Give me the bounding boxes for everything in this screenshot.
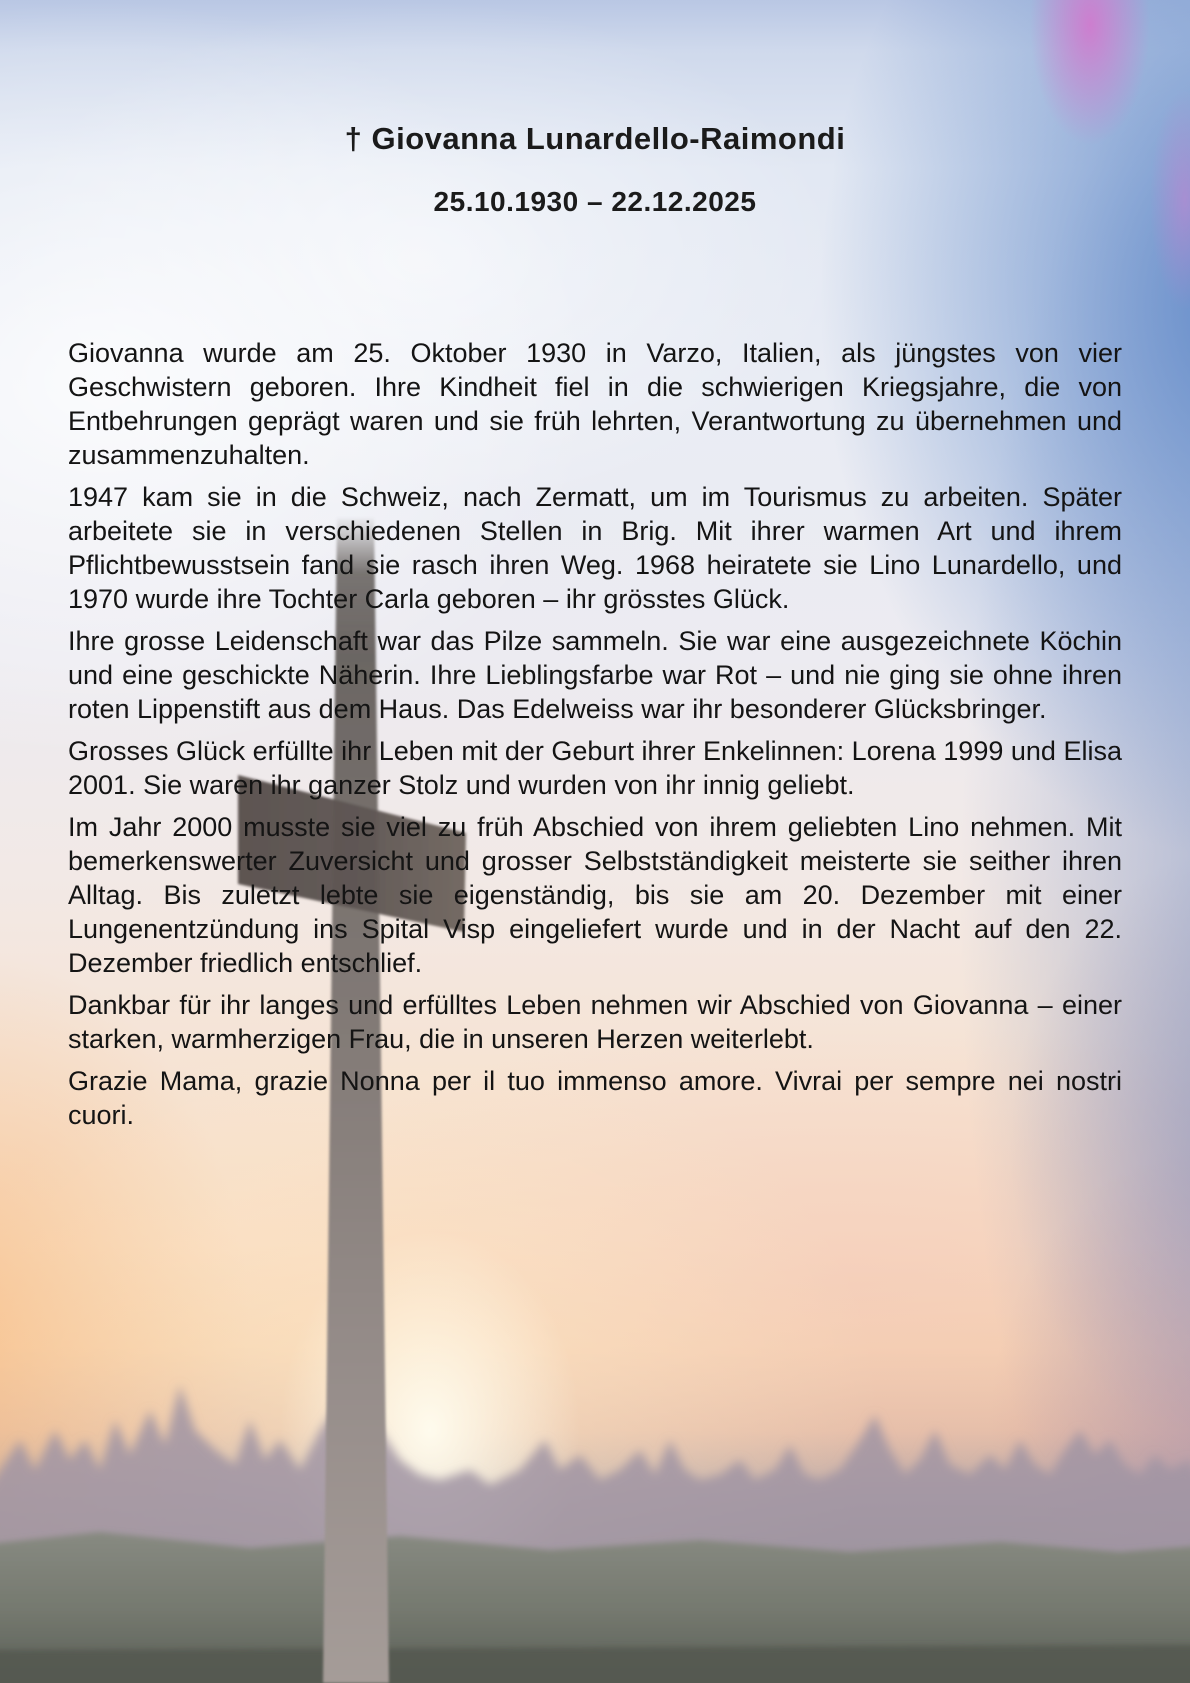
obituary-paragraph: Giovanna wurde am 25. Oktober 1930 in Varzo, Italien, als jüngstes von vier Geschwistern geboren. Ihre Kindheit fiel in die schwierigen Kriegsjahre, die von Entbehrungen geprägt waren und sie früh lehrten, Verantwortung zu übernehmen und zusammenzuhalten. <box>68 338 1122 470</box>
obituary-paragraph: Im Jahr 2000 musste sie viel zu früh Abschied von ihrem geliebten Lino nehmen. Mit bemerkenswerter Zuversicht und grosser Selbstständigkeit meisterte sie seither ihren Alltag. Bis zuletzt lebte sie eigenständig, bis sie am 20. Dezember mit einer Lungenentzündung ins Spital Visp eingeliefert wurde und in der Nacht auf den 22. Dezember friedlich entschlief. <box>68 812 1122 978</box>
life-dates: 25.10.1930 – 22.12.2025 <box>433 186 757 217</box>
obituary-paragraph: Ihre grosse Leidenschaft war das Pilze sammeln. Sie war eine ausgezeichnete Köchin und eine geschickte Näherin. Ihre Lieblingsfarbe war Rot – und nie ging sie ohne ihren roten Lippenstift aus dem Haus. Das Edelweiss war ihr besonderer Glücksbringer. <box>68 626 1122 724</box>
page-title: † Giovanna Lunardello-Raimondi <box>344 121 846 156</box>
obituary-paragraph: Grosses Glück erfüllte ihr Leben mit der Geburt ihrer Enkelinnen: Lorena 1999 und Elisa 2001. Sie waren ihr ganzer Stolz und wurden von ihr innig geliebt. <box>68 736 1122 800</box>
obituary-text <box>68 336 1122 1132</box>
obituary-paragraph: Grazie Mama, grazie Nonna per il tuo immenso amore. Vivrai per sempre nei nostri cuori. <box>68 1066 1122 1130</box>
obituary-paragraph: 1947 kam sie in die Schweiz, nach Zermatt, um im Tourismus zu arbeiten. Später arbeitete sie in verschiedenen Stellen in Brig. Mit ihrer warmen Art und ihrem Pflichtbewusstsein fand sie rasch ihren Weg. 1968 heiratete sie Lino Lunardello, und 1970 wurde ihre Tochter Carla geboren – ihr grösstes Glück. <box>68 482 1122 614</box>
obituary-paragraph: Dankbar für ihr langes und erfülltes Leben nehmen wir Abschied von Giovanna – einer starken, warmherzigen Frau, die in unseren Herzen weiterlebt. <box>68 990 1122 1054</box>
